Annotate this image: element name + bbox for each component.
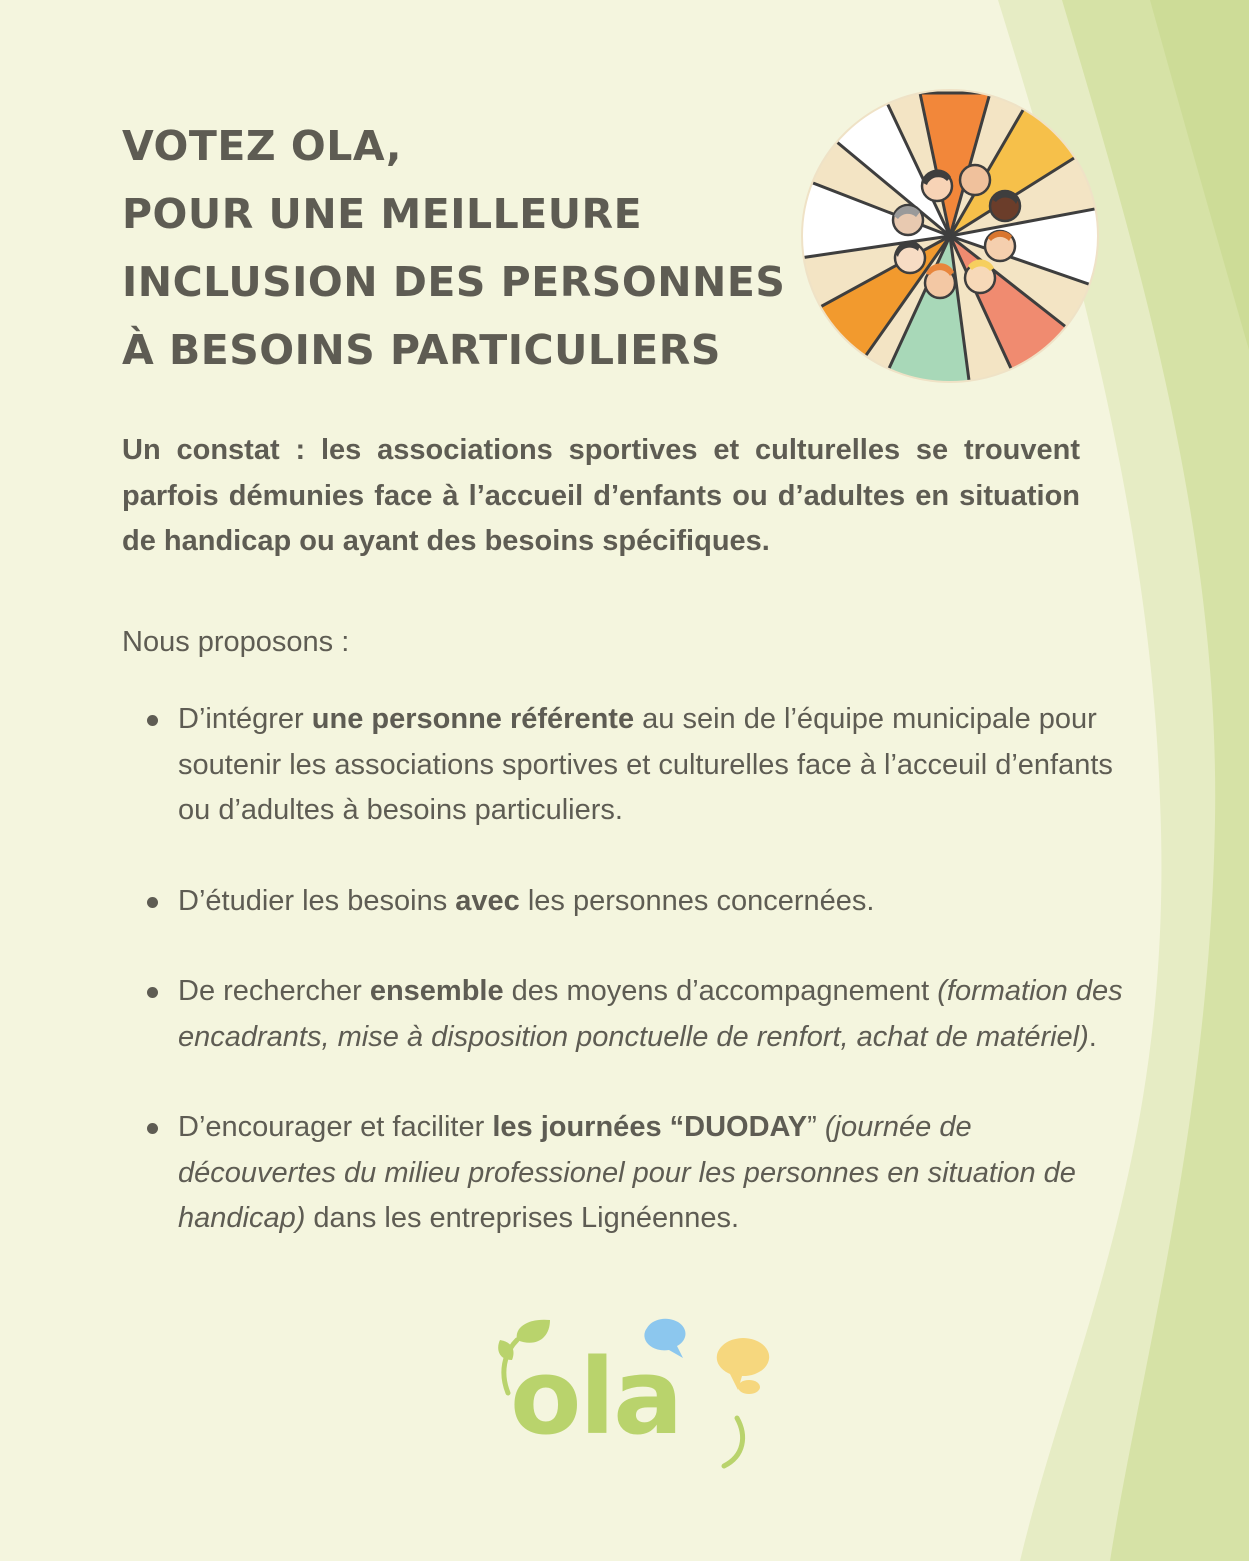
bullet-icon [147, 1123, 158, 1134]
proposals-list [140, 697, 1130, 1242]
proposal-text: des moyens d’accompagnement [503, 975, 938, 1007]
proposal-text: ” [807, 1111, 825, 1143]
proposal-text: D’intégrer [178, 703, 312, 735]
title-line: INCLUSION DES PERSONNES [122, 258, 786, 306]
bullet-icon [147, 897, 158, 908]
proposal-highlight: une personne référente [311, 703, 635, 735]
proposal-highlight: les journées “DUODAY [492, 1111, 808, 1143]
title-line: VOTEZ OLA, [122, 122, 402, 170]
proposal-text: dans les entreprises Lignéennes. [305, 1202, 740, 1234]
proposal-item [140, 697, 1130, 834]
proposal-highlight: avec [455, 884, 520, 917]
proposal-item [140, 879, 1130, 925]
proposal-text: D’étudier les besoins [178, 884, 456, 917]
bullet-icon [147, 715, 158, 726]
proposal-item [140, 1105, 1130, 1242]
bullet-icon [147, 987, 158, 998]
title-line: POUR UNE MEILLEURE [122, 190, 643, 238]
intro-paragraph: Un constat : les associations sportives et culturelles se trouvent parfois démunies face à l’accueil d’enfants ou d’adultes en situation de handicap ou ayant des besoins spécifiques. [122, 434, 1080, 557]
proposal-item [140, 969, 1130, 1060]
logo-wordmark: ola [510, 1336, 682, 1458]
proposal-text: . [1088, 1020, 1097, 1053]
proposal-highlight: ensemble [369, 975, 504, 1007]
people-circle-illustration [800, 88, 1100, 384]
proposals-lead: Nous proposons : [122, 626, 350, 658]
proposal-note: (journée de découvertes du milieu professionel pour les personnes en situation de handicap) [178, 1111, 1076, 1234]
proposal-text: De rechercher [178, 975, 370, 1007]
proposal-note: (formation des encadrants, mise à disposition ponctuelle de renfort, achat de matériel) [178, 975, 1123, 1053]
proposal-text: les personnes concernées. [519, 884, 875, 917]
page-title [122, 112, 802, 384]
title-line: À BESOINS PARTICULIERS [122, 326, 721, 374]
ola-logo [492, 1318, 782, 1473]
proposal-text: D’encourager et faciliter [178, 1111, 493, 1143]
proposal-text: au sein de l’équipe municipale pour soutenir les associations sportives et culturelles face à l’acceuil d’enfants ou d’adultes à besoins particuliers. [178, 703, 1113, 826]
